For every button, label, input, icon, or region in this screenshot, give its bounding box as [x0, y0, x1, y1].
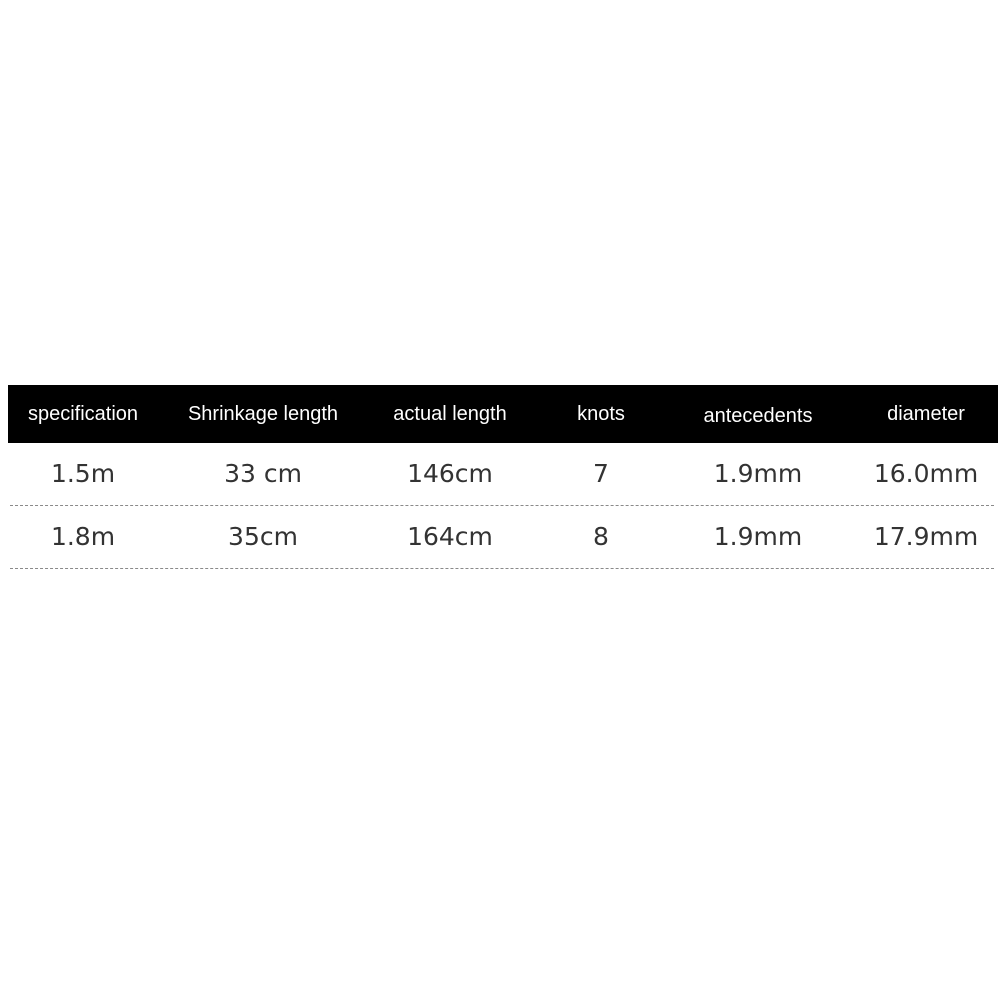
spec-table [8, 385, 998, 569]
header-actual-length: actual length [393, 403, 507, 425]
cell-actual-length: 146cm [407, 459, 493, 488]
cell-specification: 1.5m [50, 459, 116, 488]
cell-knots: 8 [593, 522, 609, 551]
cell-antecedents: 1.9mm [713, 522, 803, 551]
header-specification: specification [27, 403, 139, 425]
cell-shrinkage-length: 35cm [228, 522, 298, 551]
table-row [8, 443, 998, 505]
cell-antecedents: 1.9mm [713, 459, 803, 488]
header-shrinkage-length: Shrinkage length [187, 403, 339, 425]
cell-diameter: 16.0mm [873, 459, 979, 488]
header-knots: knots [577, 403, 625, 425]
row-divider [10, 568, 994, 569]
header-diameter: diameter [887, 403, 965, 425]
table-header [8, 385, 998, 443]
table-row [8, 506, 998, 568]
header-antecedents: antecedents [703, 405, 813, 427]
cell-shrinkage-length: 33 cm [224, 459, 302, 488]
cell-actual-length: 164cm [407, 522, 493, 551]
cell-knots: 7 [593, 459, 609, 488]
cell-specification: 1.8m [50, 522, 116, 551]
cell-diameter: 17.9mm [873, 522, 979, 551]
